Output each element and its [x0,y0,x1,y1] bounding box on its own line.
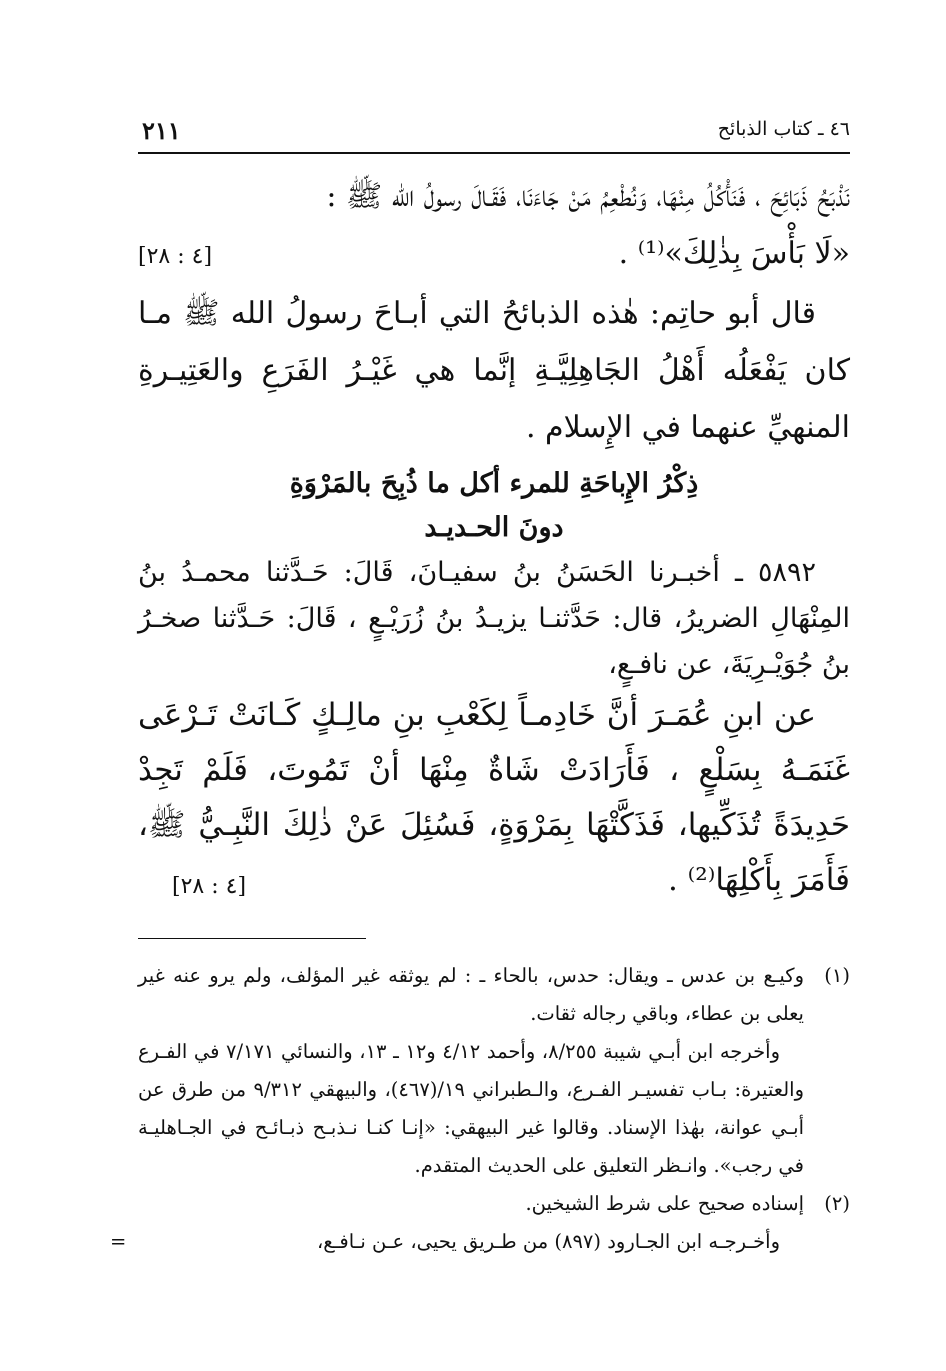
footnote-2-marker: (٢) [824,1192,850,1215]
running-header [138,112,850,154]
footnote-1 [138,957,850,1185]
footnote-2-text: إسناده صحيح على شرط الشيخين. [525,1192,804,1215]
footnotes [110,957,850,1261]
page-number: ٢١١ [142,116,181,145]
heading-line-1: ذِكْرُ الإِباحَةِ للمرء أكل ما ذُبِحَ بالمَرْوَةِ [289,468,699,499]
commentary-paragraph: قال أبو حاتِم: هٰذه الذبائحُ التي أبـاحَ رسولُ الله ﷺ مـا كان يَفْعَلُه أَهْلُ الجَاهِلِيَّـةِ إنَّما هي غَيْـرُ الفَرَعِ والعَتِيـرةِ المنهيِّ عنهما في الإِسلام . [138,296,850,445]
hadith-chain: ٥٨٩٢ ـ أخبـرنا الحَسَنُ بنُ سفيـانَ، قَالَ: حَـدَّثنا محمـدُ بنُ المِنْهَالِ الضريرُ، قال: حَدَّثنـا يزيـدُ بنُ زُرَيْـعٍ ، قَالَ: حَـدَّثنا صخـرُ بنُ جُوَيْـرِيَةَ، عن نافـعٍ، [138,557,850,680]
hadith-matn: عن ابنِ عُمَـرَ أنَّ خَادِمـاً لِكَعْبِ بنِ مالِـكٍ كَـانَتْ تَـرْعَى غَنَمَـهُ بِسَلْعٍ ، فَأَرَادَتْ شَاةٌ مِنْهَا أنْ تَمُوتَ، فَلَمْ تَجِدْ حَدِيدَةً تُذَكِّيها، فَذَكَّتْهَا بِمَرْوَةٍ، فَسُئِلَ عَنْ ذٰلِكَ النَّبِـيُّ ﷺ، فَأَمَرَ بِأَكْلِهَا⁽²⁾ . [138,697,850,898]
footnote-1-marker: (١) [824,964,850,987]
main-text [138,168,850,908]
continuation-mark: = [110,1230,127,1253]
text-line-1: نَذْبَحُ ذَبَائِحَ ، فَنَأْكُلُ مِنْهَا، وَنُطْعِمُ مَنْ جَاءَنَا، فَقَـالَ رسولُ الله ﷺ : [326,179,850,214]
footnote-2-sources [110,1223,804,1261]
hadith-text [138,688,850,908]
reference-2: [٤ : ٢٨] [172,874,247,899]
reference-1: [٤ : ٢٨] [138,244,213,269]
footnote-2 [110,1185,850,1261]
text-line-2 [138,225,850,285]
footnote-1-text: وكيـع بن عدس ـ ويقال: حدس، بالحاء ـ : لم يوثقه غير المؤلف، ولم يرو عنه غير يعلى بن عطاء، وباقي رجاله ثقات. [138,964,804,1025]
footnote-1-sources: وأخرجه ابن أبـي شيبة ٨/٢٥٥، وأحمد ٤/١٢ و١٢ ـ ١٣، والنسائي ٧/١٧١ في الفـرع والعتيرة: بـاب تفسيـر الفـرع، والـطبراني ١٩/(٤٦٧)، والبيهقي ٩/٣١٢ من طرق عن أبـي عوانة، بهٰذا الإسناد. وقالوا غير البيهقي: «إنـا كنـا نـذبـح ذبـائـح في الجـاهليـة في رجب». وانـظر التعليق على الحديث المتقدم. [138,1040,804,1177]
page [110,112,850,1261]
heading-line-2: دونَ الحـديـد [424,512,564,543]
footnote-divider [138,938,366,939]
hadith-quote: «لَا بَأْسَ بِذٰلِكَ»⁽¹⁾ . [618,236,850,271]
section-heading [138,462,850,550]
chapter-title: ٤٦ ـ كتاب الذبائح [717,118,850,140]
footnote-2-sources-text: وأخـرجـه ابن الجـارود (٨٩٧) من طـريق يحيى، عـن نـافـع، [316,1230,780,1253]
